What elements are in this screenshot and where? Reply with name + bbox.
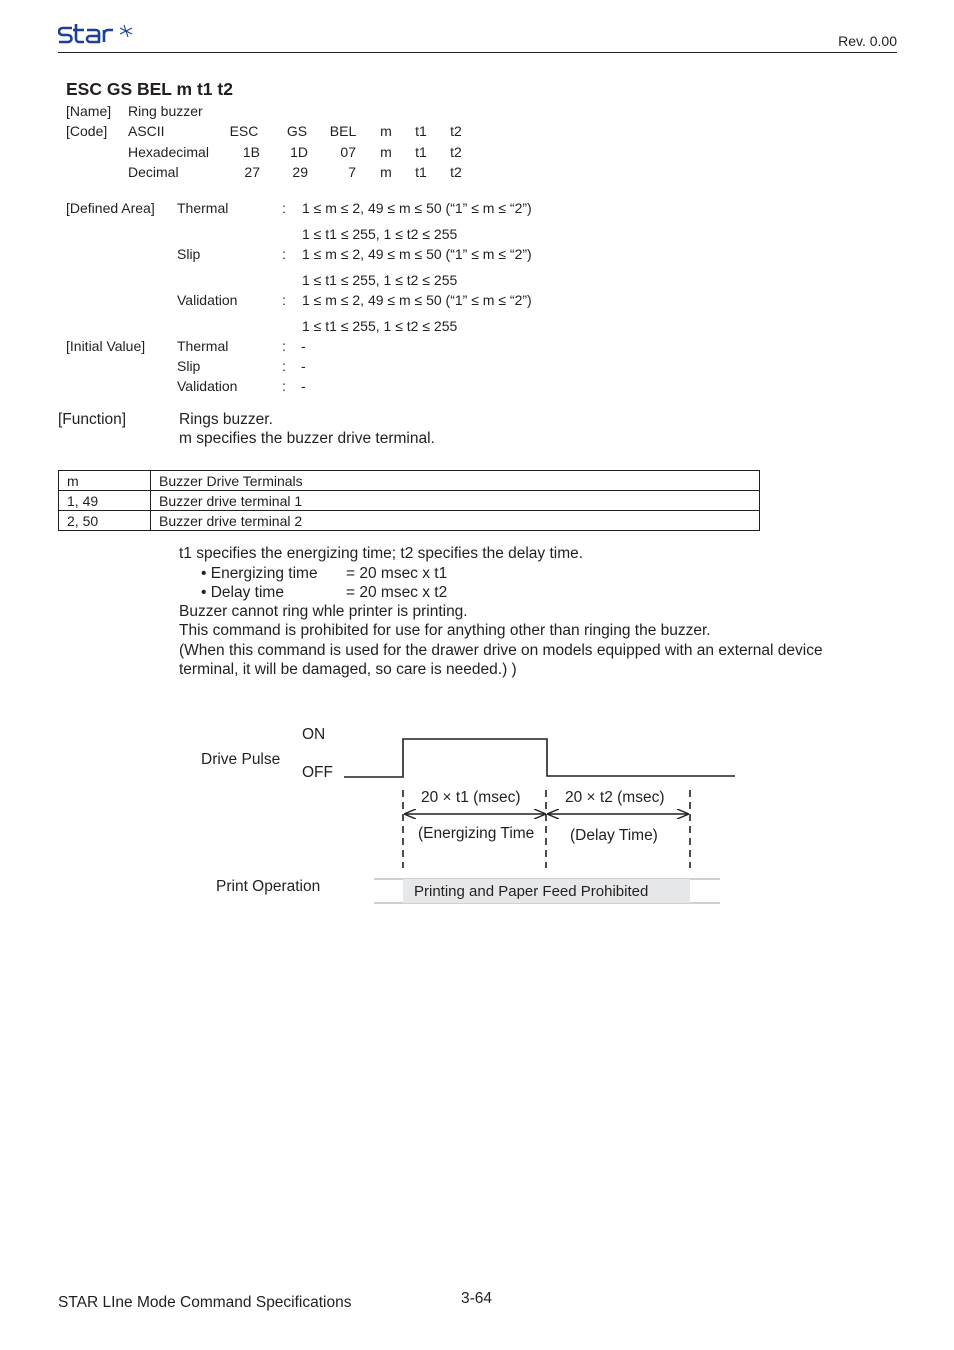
- code-cell: m: [380, 144, 392, 160]
- code-cell: ESC: [229, 123, 259, 139]
- code-cell: m: [380, 164, 392, 180]
- drive-pulse-waveform: [344, 739, 735, 777]
- code-cell: m: [380, 123, 392, 139]
- defined-area-colon: :: [282, 200, 286, 216]
- command-title: ESC GS BEL m t1 t2: [66, 79, 233, 99]
- energizing-value: = 20 msec x t1: [346, 565, 448, 582]
- defined-area-name: Thermal: [177, 200, 229, 216]
- code-row-label: Hexadecimal: [128, 144, 209, 160]
- note-line: terminal, it will be damaged, so care is needed.) ): [179, 661, 517, 678]
- initial-value-colon: :: [282, 358, 286, 374]
- t2-duration-label: 20 × t2 (msec): [565, 789, 665, 806]
- delay-label: • Delay time: [201, 584, 284, 601]
- initial-value-colon: :: [282, 338, 286, 354]
- initial-value-name: Thermal: [177, 338, 229, 354]
- revision-label: Rev. 0.00: [838, 33, 897, 49]
- function-line: Rings buzzer.: [179, 411, 273, 428]
- initial-value-value: -: [301, 358, 306, 374]
- table-cell: Buzzer drive terminal 2: [151, 511, 760, 531]
- defined-area-name: Validation: [177, 292, 238, 308]
- prohibited-period-box: Printing and Paper Feed Prohibited: [403, 879, 690, 903]
- delay-time-caption: (Delay Time): [570, 827, 658, 844]
- defined-area-label: [Defined Area]: [66, 200, 155, 216]
- drive-pulse-label: Drive Pulse: [201, 751, 281, 768]
- initial-value-value: -: [301, 338, 306, 354]
- initial-value-value: -: [301, 378, 306, 394]
- energizing-label: • Energizing time: [201, 565, 318, 582]
- initial-value-colon: :: [282, 378, 286, 394]
- code-cell: 07: [340, 144, 356, 160]
- code-cell: t2: [450, 144, 462, 160]
- table-header-cell: Buzzer Drive Terminals: [151, 471, 760, 491]
- table-cell: 1, 49: [59, 491, 151, 511]
- code-cell: GS: [286, 123, 308, 139]
- code-cell: 27: [244, 164, 260, 180]
- defined-area-range-t: 1 ≤ t1 ≤ 255, 1 ≤ t2 ≤ 255: [302, 272, 458, 288]
- delay-value: = 20 msec x t2: [346, 584, 448, 601]
- defined-area-name: Slip: [177, 246, 201, 262]
- name-label: [Name]: [66, 103, 112, 119]
- table-header-cell: m: [59, 471, 151, 491]
- code-cell: 29: [292, 164, 308, 180]
- code-cell: 1B: [242, 144, 260, 160]
- code-cell: 7: [348, 164, 356, 180]
- defined-area-range-m: 1 ≤ m ≤ 2, 49 ≤ m ≤ 50 (“1” ≤ m ≤ “2”): [302, 200, 532, 216]
- energizing-time-caption: (Energizing Time: [418, 825, 535, 842]
- initial-value-label: [Initial Value]: [66, 338, 146, 354]
- off-label: OFF: [302, 764, 333, 781]
- name-value: Ring buzzer: [128, 103, 203, 119]
- code-row-label: ASCII: [128, 123, 165, 139]
- initial-value-name: Validation: [177, 378, 238, 394]
- note-line: This command is prohibited for use for anything other than ringing the buzzer.: [179, 622, 711, 639]
- timing-intro: t1 specifies the energizing time; t2 specifies the delay time.: [179, 545, 584, 562]
- defined-area-colon: :: [282, 246, 286, 262]
- defined-area-colon: :: [282, 292, 286, 308]
- page-number: 3-64: [461, 1290, 493, 1307]
- function-line: m specifies the buzzer drive terminal.: [179, 430, 435, 447]
- table-cell: 2, 50: [59, 511, 151, 531]
- code-cell: t2: [450, 164, 462, 180]
- print-operation-label: Print Operation: [216, 878, 321, 895]
- defined-area-range-m: 1 ≤ m ≤ 2, 49 ≤ m ≤ 50 (“1” ≤ m ≤ “2”): [302, 246, 532, 262]
- initial-value-name: Slip: [177, 358, 201, 374]
- note-line: (When this command is used for the drawer drive on models equipped with an external device: [179, 642, 823, 659]
- code-cell: BEL: [329, 123, 357, 139]
- code-cell: t2: [450, 123, 462, 139]
- defined-area-range-t: 1 ≤ t1 ≤ 255, 1 ≤ t2 ≤ 255: [302, 226, 458, 242]
- function-label: [Function]: [58, 411, 127, 428]
- table-cell: Buzzer drive terminal 1: [151, 491, 760, 511]
- defined-area-range-m: 1 ≤ m ≤ 2, 49 ≤ m ≤ 50 (“1” ≤ m ≤ “2”): [302, 292, 532, 308]
- on-label: ON: [302, 726, 326, 743]
- note-line: Buzzer cannot ring whle printer is printing.: [179, 603, 468, 620]
- code-cell: t1: [415, 164, 427, 180]
- code-cell: t1: [415, 123, 427, 139]
- footer-doc-title: STAR LIne Mode Command Specifications: [58, 1294, 352, 1311]
- t1-duration-label: 20 × t1 (msec): [421, 789, 521, 806]
- code-cell: t1: [415, 144, 427, 160]
- code-label: [Code]: [66, 123, 108, 139]
- defined-area-range-t: 1 ≤ t1 ≤ 255, 1 ≤ t2 ≤ 255: [302, 318, 458, 334]
- code-cell: 1D: [290, 144, 308, 160]
- code-row-label: Decimal: [128, 164, 179, 180]
